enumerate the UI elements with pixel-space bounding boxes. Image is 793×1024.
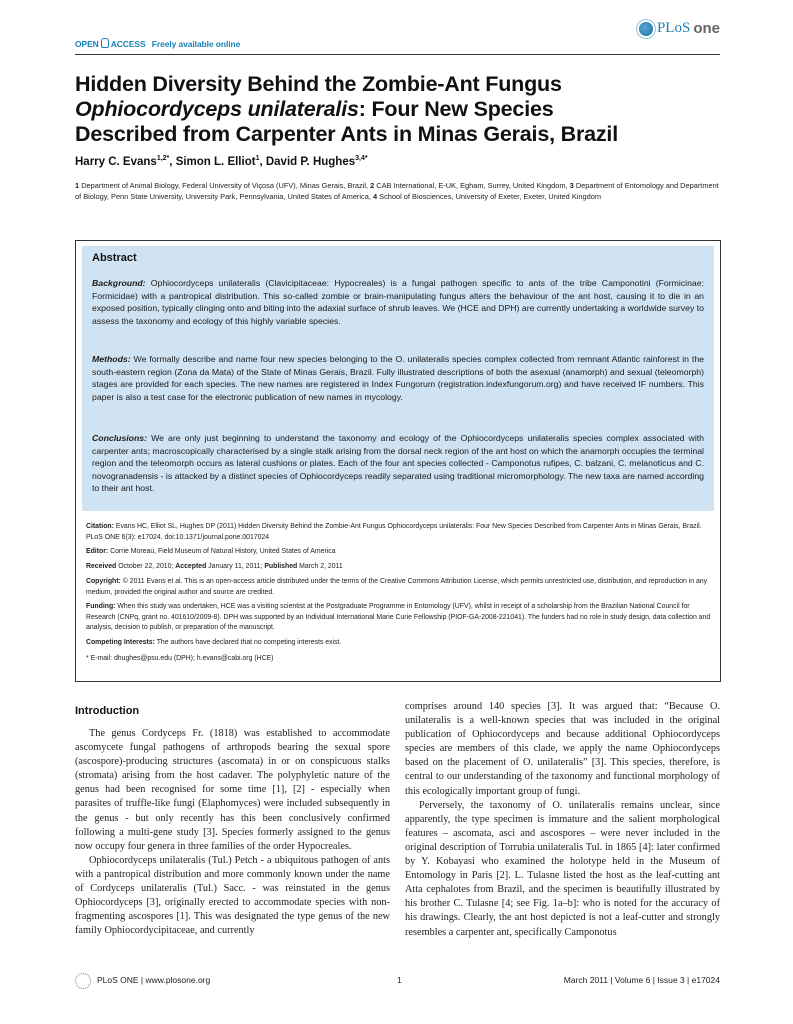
page-number: 1 xyxy=(397,975,402,985)
affiliation-number: 1 xyxy=(75,181,80,190)
editor-label: Editor: xyxy=(86,548,109,555)
title-line-2-rest: : Four New Species xyxy=(358,97,554,121)
published-date: March 2, 2011 xyxy=(299,563,343,570)
funding-text: When this study was undertaken, HCE was a visiting scientist at the Postgraduate Programme in Entomology (UFV), whilst in receipt of a scholarship from the Brazilian National Council for Research (CNPq, grant no. 401610/2009-8). DPH was supported by an Individual International Marie Curie Fellowship (PIOF-GA-2008-221041). The funders had no role in study design, data collection and analysis, decision to publish, or preparation of the manuscript. xyxy=(86,603,711,631)
author-affiliation-sup: 3,4* xyxy=(355,155,368,162)
author-list: Harry C. Evans$^{1,2*}$, Simon L. Elliot$^1$, David P. Hughes$^{3,4*}$ xyxy=(75,155,368,168)
methods-label: Methods: xyxy=(92,354,131,364)
open-access-label-open: OPEN xyxy=(75,39,99,49)
abstract-heading: Abstract xyxy=(92,252,137,264)
affiliations xyxy=(75,180,723,202)
open-access-banner xyxy=(75,38,240,49)
title-line-1: Hidden Diversity Behind the Zombie-Ant Fungus xyxy=(75,72,562,96)
body-paragraph: Ophiocordyceps unilateralis (Tul.) Petch - a ubiquitous pathogen of ants with a pantropical distribution and more commonly known under the name of Cordyceps unilateralis (Tul.) Sacc. - was reinstated in the genus Ophiocordyceps [3], originally erected to accommodate species with non-fragmenting ascospores [1]. This was designated the type genus of the new family Ophiocordycipitaceae, and currently xyxy=(75,854,390,937)
copyright-text: © 2011 Evans et al. This is an open-access article distributed under the terms of the Creative Commons Attribution License, which permits unrestricted use, distribution, and reproduction in any medium, provided the original author and source are credited. xyxy=(86,578,708,596)
plos-footer-logo-icon xyxy=(75,973,91,989)
title-line-2 xyxy=(75,97,725,122)
section-heading-introduction: Introduction xyxy=(75,705,140,717)
affiliation-text: Department of Entomology and Department of Biology, Penn State University, University Park, Pennsylvania, United States of America, xyxy=(75,181,719,201)
body-paragraph: The genus Cordyceps Fr. (1818) was established to accommodate ascomycete fungal pathogens of arthropods bearing the sexual spore (ascospore)-producing structures (ascomata) in or on conspicuous stalks (stromata) arising from the host cadaver. The polyphyletic nature of the genus had been recognised for some time [1], [2] - especially when parasites of truffle-like fungi (Elaphomyces) were included subsequently in the genus - but only recently has this been conclusively confirmed following a multi-gene study [3]. Species formerly assigned to the genus now occupy four genera in three families of the order Hypocreales. xyxy=(75,728,390,852)
body-paragraph: comprises around 140 species [3]. It was argued that: “Because O. unilateralis is a well-known species that was included in the original publication of Ophiocordyceps and because additional Ophiocordyceps species are members of this clade, we apply the name Ophiocordyceps based on the placement of O. unilateralis” [3]. This species, therefore, is central to our understanding of the taxonomy and functional morphology of this ecologically important group of fungi. xyxy=(405,701,720,797)
copyright xyxy=(86,577,711,598)
background-label: Background: xyxy=(92,278,146,288)
editor xyxy=(86,547,711,558)
corresponding-email[interactable]: * E-mail: dhughes@psu.edu (DPH); h.evans@cabi.org (HCE) xyxy=(86,655,274,662)
conclusions-label: Conclusions: xyxy=(92,433,148,443)
received-date: October 22, 2010; xyxy=(118,563,174,570)
open-lock-icon xyxy=(101,38,109,48)
journal-header-bar xyxy=(75,20,720,55)
accepted-label: Accepted xyxy=(175,563,207,570)
copyright-label: Copyright: xyxy=(86,578,121,585)
abstract-box xyxy=(75,240,721,682)
affiliation-number: 2 xyxy=(370,181,375,190)
abstract-conclusions xyxy=(92,432,704,495)
author-name: Simon L. Elliot xyxy=(175,155,256,168)
page-footer xyxy=(75,975,720,995)
funding-label: Funding: xyxy=(86,603,116,610)
conclusions-text: We are only just beginning to understand the taxonomy and ecology of the Ophiocordyceps unilateralis species complex associated with carpenter ants; macroscopically characterised by a single stalk arising from the dorsal neck region of the ant host on which the anamorph occupies the terminal region and the teleomorph occurs as lateral cushions or plates. Each of the four ant species collected - Camponotus rufipes, C. balzani, C. melanoticus and C. novogranadensis - is attacked by a distinct species of Ophiocordyceps readily separated using traditional micromorphology. The new taxa are named according to their ant host. xyxy=(92,433,704,494)
competing-label: Competing Interests: xyxy=(86,639,155,646)
background-text: Ophiocordyceps unilateralis (Clavicipitaceae: Hypocreales) is a fungal pathogen specific to ants of the tribe Camponotini (Formicinae: Formicidae) with a pantropical distribution. This so-called zombie or brain-manipulating fungus alters the behaviour of the ant host, causing it to die in an exposed position, typically clinging onto and biting into the adaxial surface of shrub leaves. We (HCE and DPH) are currently undertaking a worldwide survey to assess the taxonomy and ecology of this highly variable species. xyxy=(92,278,704,326)
competing-text: The authors have declared that no competing interests exist. xyxy=(156,639,342,646)
editor-text: Corrie Moreau, Field Museum of Natural History, United States of America xyxy=(110,548,336,555)
dates xyxy=(86,562,711,573)
affiliation-number: 4 xyxy=(372,192,378,201)
logo-plos-text: PLoS xyxy=(656,20,691,36)
open-access-label-access: ACCESS xyxy=(110,39,146,49)
citation xyxy=(86,522,711,543)
abstract-methods xyxy=(92,353,704,403)
published-label: Published xyxy=(264,563,298,570)
author-affiliation-sup: 1 xyxy=(255,155,260,162)
methods-text: We formally describe and name four new species belonging to the O. unilateralis species complex collected from remnant Atlantic rainforest in the south-eastern region (Zona da Mata) of the State of Minas Gerais, Brazil. Fully illustrated descriptions of both the asexual (anamorph) and sexual (teleomorph) stages are provided for each species. The new names are registered in Index Fungorum (registration.indexfungorum.org) and have received IF numbers. This paper is also a test case for the electronic publication of new names in mycology. xyxy=(92,354,704,402)
plos-globe-icon xyxy=(639,22,653,36)
footer-journal[interactable]: PLoS ONE | www.plosone.org xyxy=(97,975,211,985)
body-column-left xyxy=(75,727,390,938)
affiliation-text: Department of Animal Biology, Federal University of Viçosa (UFV), Minas Gerais, Brazil, xyxy=(81,181,369,190)
abstract-section xyxy=(82,246,714,511)
author-name: Harry C. Evans xyxy=(75,155,157,168)
affiliation-number: 3 xyxy=(569,181,574,190)
funding xyxy=(86,602,711,634)
article-title xyxy=(75,72,725,147)
freely-available-label: Freely available online xyxy=(151,39,241,49)
affiliation-text: School of Biosciences, University of Exeter, Exeter, United Kingdom xyxy=(379,192,601,201)
abstract-background xyxy=(92,277,704,327)
author-name: David P. Hughes xyxy=(265,155,356,168)
plos-one-logo xyxy=(639,20,720,37)
body-paragraph: Perversely, the taxonomy of O. unilateralis remains unclear, since apparently, the type specimen is immature and the salient morphological features – ascomata, asci and ascospores – were never included in the original description of Torrubia unilateralis Tul. in 1865 [4]: later confirmed by Y. Kobayasi who examined the holotype held in the Museum of Entomology in Paris [2]. L. Tulasne listed the host as the leaf-cutting ant Atta cephalotes from Brazil, and the specimen is beautifully illustrated by his brother C. Tulasne [4; see Fig. 1a–b]: who is noted for the accuracy of his drawings. Clearly, the ant host depicted is not a leaf-cutter and strongly resembles a carpenter ant, specifically Camponotus xyxy=(405,799,720,938)
title-line-3: Described from Carpenter Ants in Minas Gerais, Brazil xyxy=(75,122,618,146)
received-label: Received xyxy=(86,563,117,570)
author-affiliation-sup: 1,2* xyxy=(156,155,170,162)
body-column-right xyxy=(405,700,720,940)
citation-text: Evans HC, Elliot SL, Hughes DP (2011) Hidden Diversity Behind the Zombie-Ant Fungus Ophiocordyceps unilateralis: Four New Species Described from Carpenter Ants in Minas Gerais, Brazil. PLoS ONE 6(3): e17024. doi:10.1371/journal.pone.0017024 xyxy=(86,523,702,541)
title-species-name: Ophiocordyceps unilateralis xyxy=(75,97,359,121)
footer-issue-info: March 2011 | Volume 6 | Issue 3 | e17024 xyxy=(563,975,720,985)
citation-label: Citation: xyxy=(86,523,114,530)
affiliation-text: CAB International, E-UK, Egham, Surrey, United Kingdom, xyxy=(376,181,568,190)
competing-interests xyxy=(86,638,711,649)
logo-one-text: one xyxy=(693,20,720,37)
accepted-date: January 11, 2011; xyxy=(208,563,263,570)
